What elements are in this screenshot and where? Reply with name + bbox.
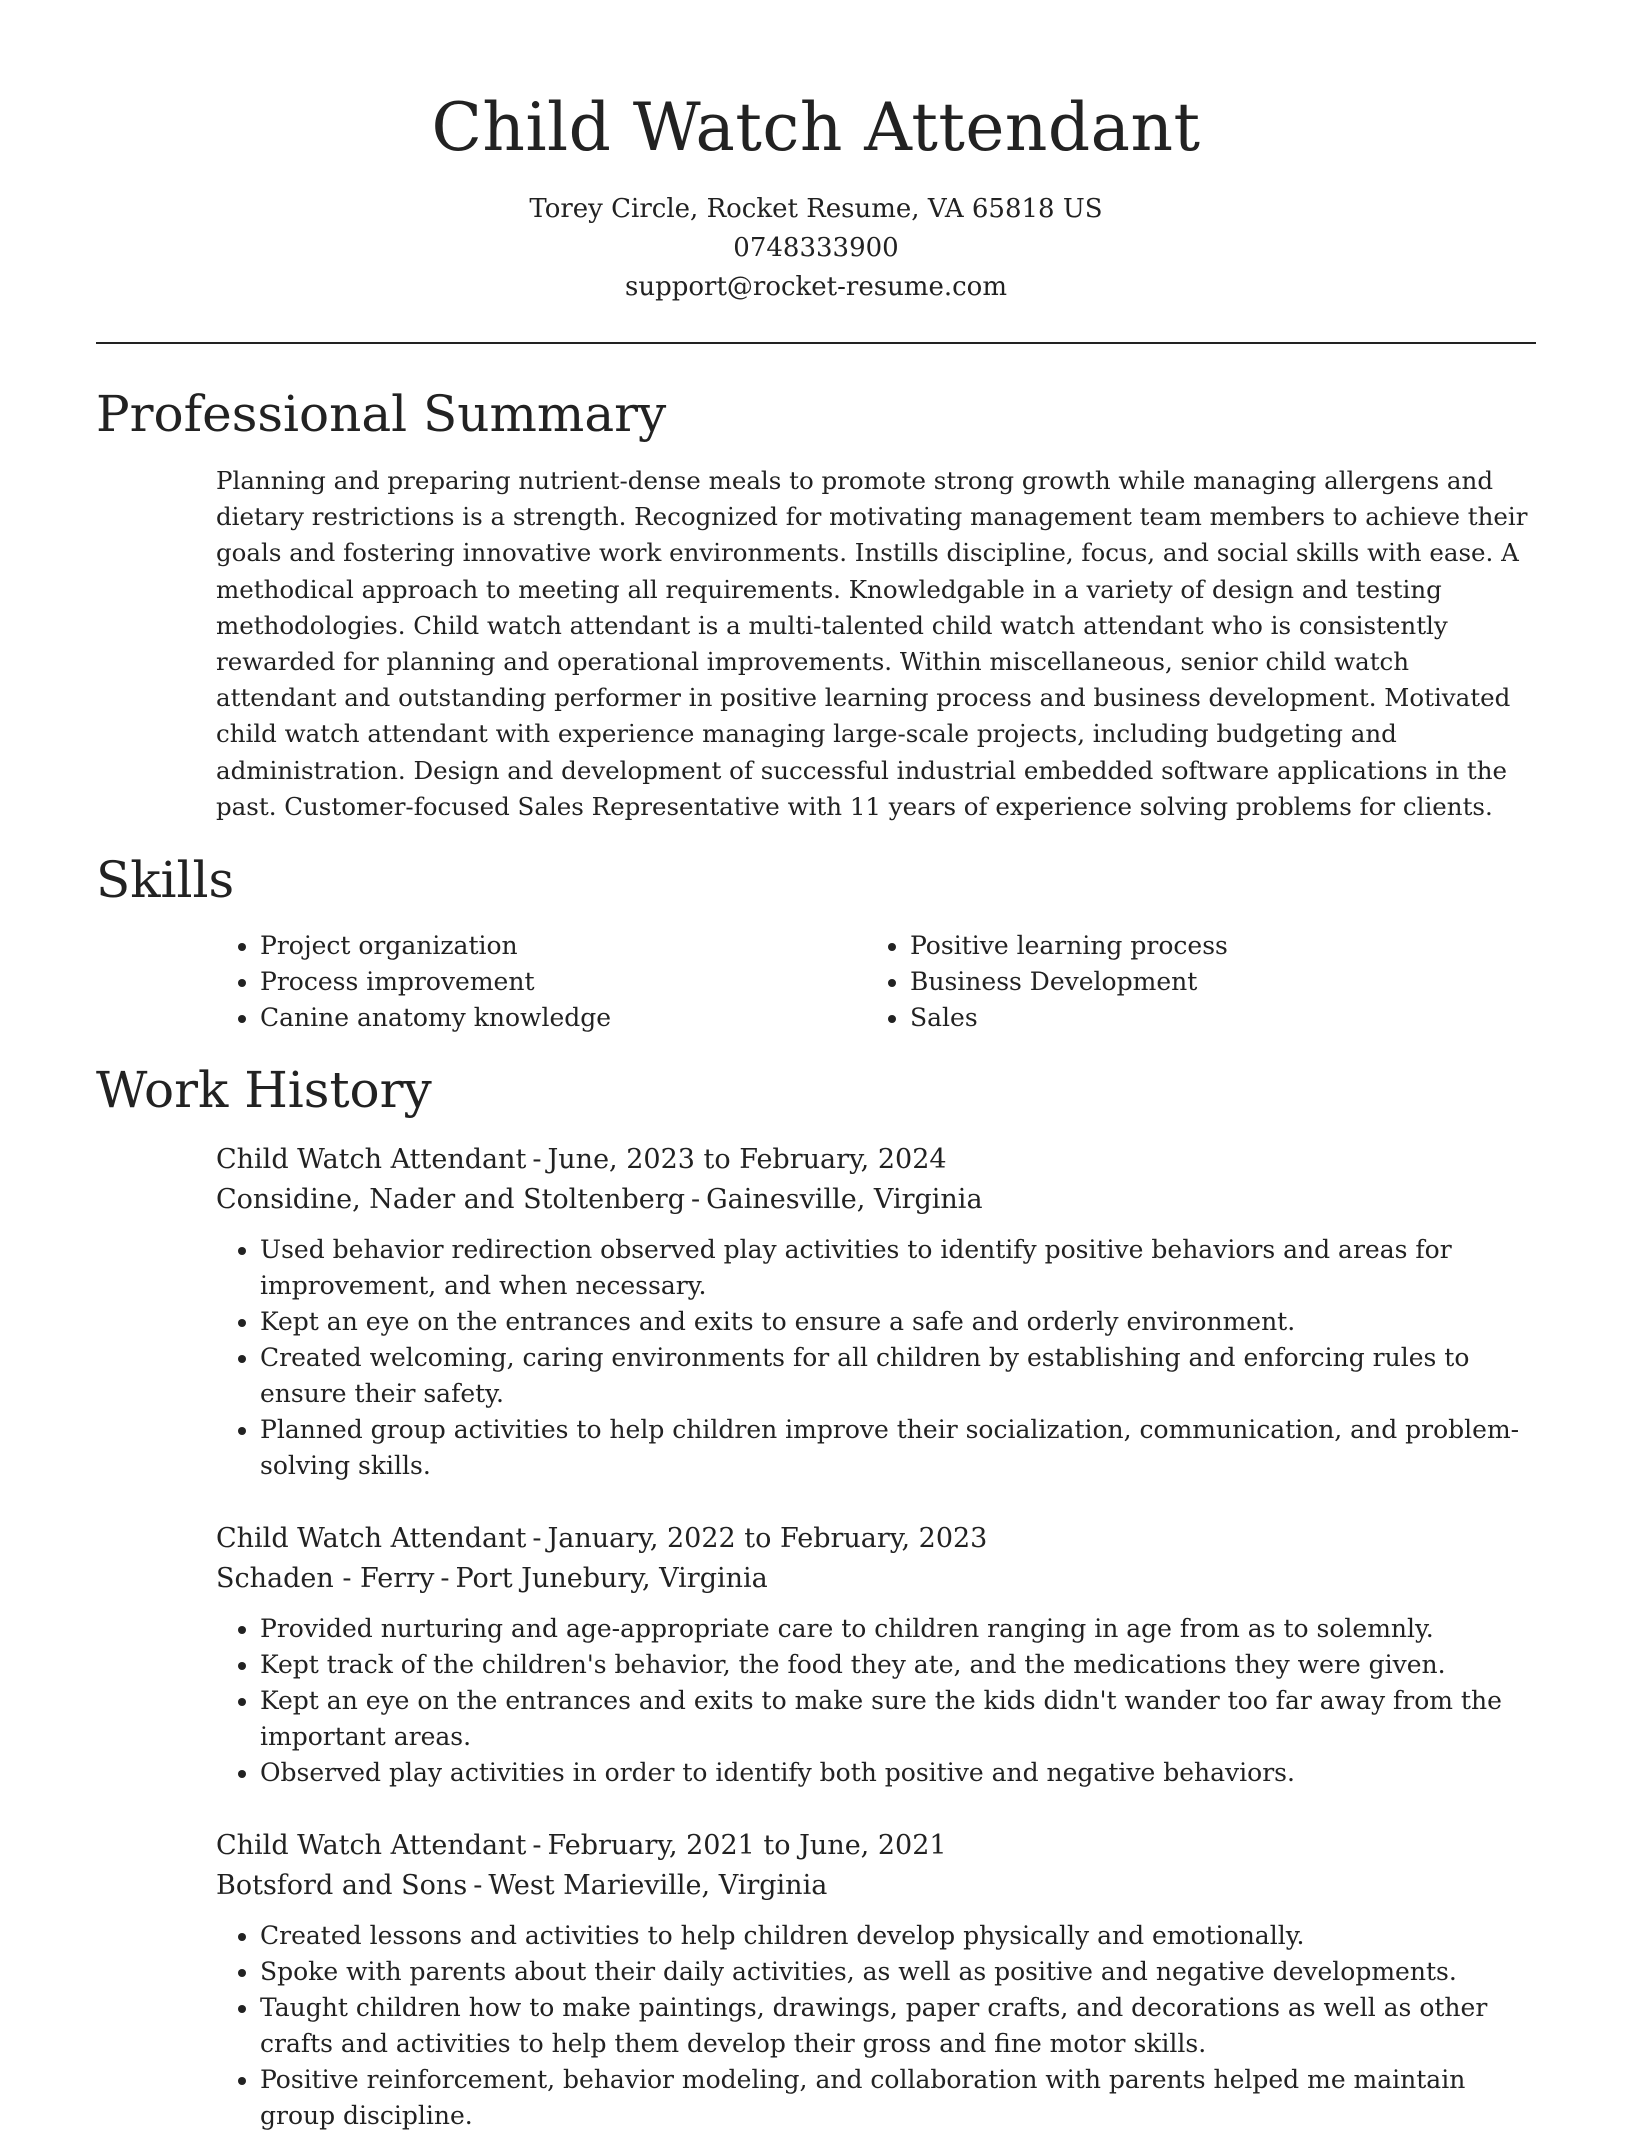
separator: -	[532, 1523, 542, 1554]
job-company: Considine, Nader and Stoltenberg	[216, 1184, 685, 1215]
job-company-line	[216, 1559, 1536, 1599]
skills-heading: Skills	[96, 851, 235, 909]
contact-email: support@rocket-resume.com	[624, 272, 1007, 302]
job-bullet: • Kept an eye on the entrances and exits to make sure the kids didn't wander too far away from the important areas.	[260, 1683, 1536, 1755]
contact-info	[96, 190, 1536, 307]
work-history-heading: Work History	[96, 1061, 432, 1119]
summary-text: Planning and preparing nutrient-dense meals to promote strong growth while managing allergens and dietary restrictions is a strength. Recognized for motivating management team members to achieve their goals and fostering innovative work environments. Instills discipline, focus, and social skills with ease. A methodical approach to meeting all requirements. Knowledgable in a variety of design and testing methodologies. Child watch attendant is a multi-talented child watch attendant who is consistently rewarded for planning and operational improvements. Within miscellaneous, senior child watch attendant and outstanding performer in positive learning process and business development. Motivated child watch attendant with experience managing large-scale projects, including budgeting and administration. Design and development of successful industrial embedded software applications in the past. Customer-focused Sales Representative with 11 years of experience solving problems for clients.	[216, 466, 1528, 821]
job-bullet: • Created welcoming, caring environments for all children by establishing and enforcing rules to ensure their safety.	[260, 1340, 1536, 1412]
job-bullet: • Kept track of the children's behavior, the food they ate, and the medications they were given.	[260, 1647, 1536, 1683]
skill-item: • Positive learning process	[910, 928, 1516, 964]
job-title-line	[216, 1140, 1536, 1180]
job-bullet: • Positive reinforcement, behavior modeling, and collaboration with parents helped me maintain group discipline.	[260, 2062, 1536, 2134]
job-company: Schaden - Ferry	[216, 1563, 435, 1594]
job-entry	[216, 1826, 1536, 2134]
job-bullet: • Spoke with parents about their daily activities, as well as positive and negative developments.	[260, 1954, 1536, 1990]
job-title-line	[216, 1519, 1536, 1559]
job-bullet: • Taught children how to make paintings, drawings, paper crafts, and decorations as well as other crafts and activities to help them develop their gross and fine motor skills.	[260, 1990, 1536, 2062]
skill-item: • Sales	[910, 1000, 1516, 1036]
skill-item: • Canine anatomy knowledge	[260, 1000, 866, 1036]
contact-address: Torey Circle, Rocket Resume, VA 65818 US	[529, 194, 1103, 224]
job-bullet: • Observed play activities in order to identify both positive and negative behaviors.	[260, 1755, 1536, 1791]
header-divider	[96, 342, 1536, 344]
job-title: Child Watch Attendant	[216, 1523, 527, 1554]
resume-header	[96, 82, 1536, 307]
job-location: Gainesville, Virginia	[706, 1184, 983, 1215]
job-dates: February, 2021 to June, 2021	[547, 1830, 947, 1861]
job-bullets	[216, 1611, 1536, 1791]
job-company-line	[216, 1180, 1536, 1220]
job-bullet: • Planned group activities to help children improve their socialization, communication, and problem-solving skills.	[260, 1412, 1536, 1484]
job-title: Child Watch Attendant	[216, 1830, 527, 1861]
contact-phone: 0748333900	[733, 233, 899, 263]
job-bullet: • Used behavior redirection observed play activities to identify positive behaviors and areas for improvement, and when necessary.	[260, 1232, 1536, 1304]
job-company: Botsford and Sons	[216, 1870, 468, 1901]
job-title-line	[216, 1826, 1536, 1866]
job-bullets	[216, 1918, 1536, 2134]
job-dates: January, 2022 to February, 2023	[547, 1523, 988, 1554]
summary-heading: Professional Summary	[96, 385, 667, 443]
skills-column-left	[216, 928, 866, 1036]
job-company-line	[216, 1866, 1536, 1906]
job-title: Child Watch Attendant	[216, 1144, 527, 1175]
job-dates: June, 2023 to February, 2024	[547, 1144, 947, 1175]
skill-item: • Project organization	[260, 928, 866, 964]
job-entry	[216, 1519, 1536, 1791]
skill-item: • Business Development	[910, 964, 1516, 1000]
skills-column-right	[866, 928, 1516, 1036]
job-bullet: • Kept an eye on the entrances and exits to ensure a safe and orderly environment.	[260, 1304, 1536, 1340]
job-bullet: • Provided nurturing and age-appropriate care to children ranging in age from as to solemnly.	[260, 1611, 1536, 1647]
separator: -	[473, 1870, 483, 1901]
job-location: Port Junebury, Virginia	[455, 1563, 768, 1594]
skills-list	[216, 928, 1536, 1036]
separator: -	[440, 1563, 450, 1594]
job-entry	[216, 1140, 1536, 1484]
separator: -	[532, 1830, 542, 1861]
job-bullets	[216, 1232, 1536, 1484]
separator: -	[690, 1184, 701, 1215]
job-bullet: • Created lessons and activities to help children develop physically and emotionally.	[260, 1918, 1536, 1954]
separator: -	[532, 1144, 542, 1175]
candidate-name: Child Watch Attendant	[431, 89, 1201, 166]
skill-item: • Process improvement	[260, 964, 866, 1000]
job-location: West Marieville, Virginia	[488, 1870, 828, 1901]
